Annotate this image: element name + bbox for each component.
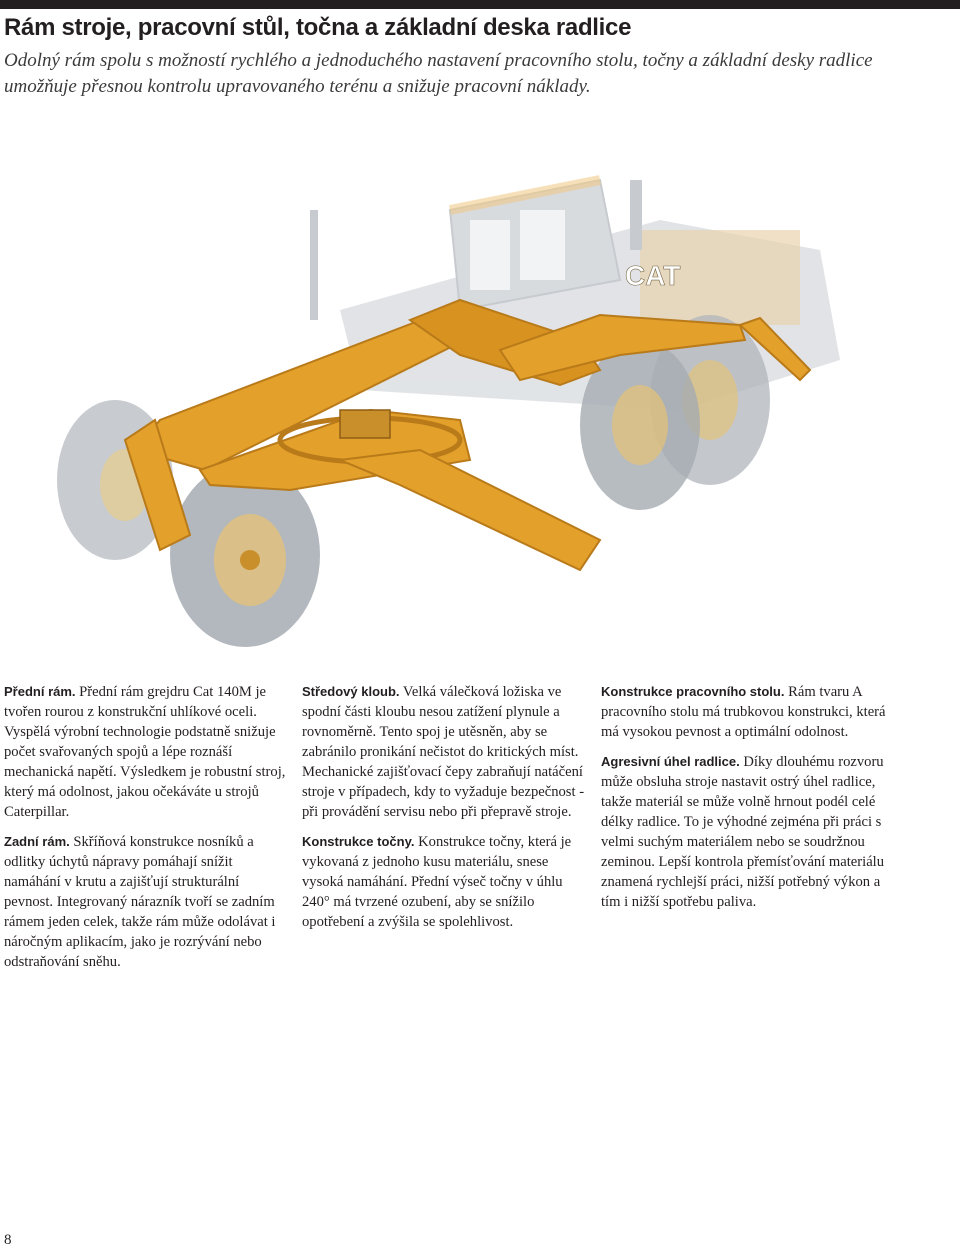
lead-center-joint: Středový kloub. (302, 684, 400, 699)
body-rear-frame: Skříňová konstrukce nosníků a odlitky úchytů nápravy pomáhají snížit namáhání v krutu a zajišťují strukturální pevnost. Integrovaný nárazník tvoří se zadním rámem jeden celek, takže rám může odolávat i náročným aplikacím, jako je rozrývání nebo odstraňování sněhu. (4, 834, 276, 970)
body-circle-design: Konstrukce točny, která je vykovaná z jednoho kusu materiálu, snese vysoká namáhání. Přední výseč točny v úhlu 240° má tvrzené ozubení, aby se snížilo opotřebení a zvýšila se spolehlivost. (302, 834, 572, 930)
body-front-frame: Přední rám grejdru Cat 140M je tvořen rourou z konstrukční uhlíkové oceli. Vyspělá výrobní technologie podstatně snižuje počet svařovaných spojů a lépe roznáší mechanická napětí. Výsledkem je robustní stroj, který má odolnost, jakou očekáváte u strojů Caterpillar. (4, 684, 286, 820)
paragraph-rear-frame (4, 832, 289, 972)
lead-rear-frame: Zadní rám. (4, 834, 70, 849)
lead-blade-angle: Agresivní úhel radlice. (601, 754, 740, 769)
paragraph-circle-design (302, 832, 587, 932)
paragraph-blade-angle (601, 752, 886, 912)
body-blade-angle: Díky dlouhému rozvoru může obsluha stroje nastavit ostrý úhel radlice, takže materiál se může volně hrnout podél celé délky radlice. To je výhodné zejména při práci s velmi suchým materiálem nebo se soudržnou zeminou. Lepší kontrola přemísťování materiálu znamená rychlejší práci, nižší potřebný výkon a tím i nižší spotřebu paliva. (601, 754, 885, 910)
body-drawbar-design: Rám tvaru A pracovního stolu má trubkovou konstrukci, která má vysokou pevnost a optimální odolnost. (601, 684, 886, 740)
lead-circle-design: Konstrukce točny. (302, 834, 415, 849)
top-rule (0, 0, 960, 9)
paragraph-center-joint (302, 682, 587, 822)
text-column-3 (601, 682, 886, 922)
front-wheel-right (170, 463, 320, 647)
page-title: Rám stroje, pracovní stůl, točna a základní deska radlice (4, 14, 632, 41)
lead-drawbar-design: Konstrukce pracovního stolu. (601, 684, 785, 699)
motor-grader-illustration (40, 140, 880, 660)
cat-logo: CAT (625, 260, 681, 291)
text-column-1 (4, 682, 289, 982)
page-number: 8 (4, 1232, 12, 1248)
text-column-2 (302, 682, 587, 942)
body-center-joint: Velká válečková ložiska ve spodní části kloubu nesou zatížení plynule a rovnoměrně. Tento spoj je utěsněn, aby se zabránilo pronikání nečistot do kritických míst. Mechanické zajišťovací čepy zabraňují natáčení stroje v případech, kdy to vyžaduje bezpečnost - při provádění servisu nebo při přepravě stroje. (302, 684, 585, 820)
paragraph-front-frame (4, 682, 289, 822)
page-subtitle: Odolný rám spolu s možností rychlého a jednoduchého nastavení pracovního stolu, točny a základní desky radlice umožňuje přesnou kontrolu upravovaného terénu a snižuje pracovní náklady. (4, 50, 873, 97)
lead-front-frame: Přední rám. (4, 684, 76, 699)
paragraph-drawbar-design (601, 682, 886, 742)
